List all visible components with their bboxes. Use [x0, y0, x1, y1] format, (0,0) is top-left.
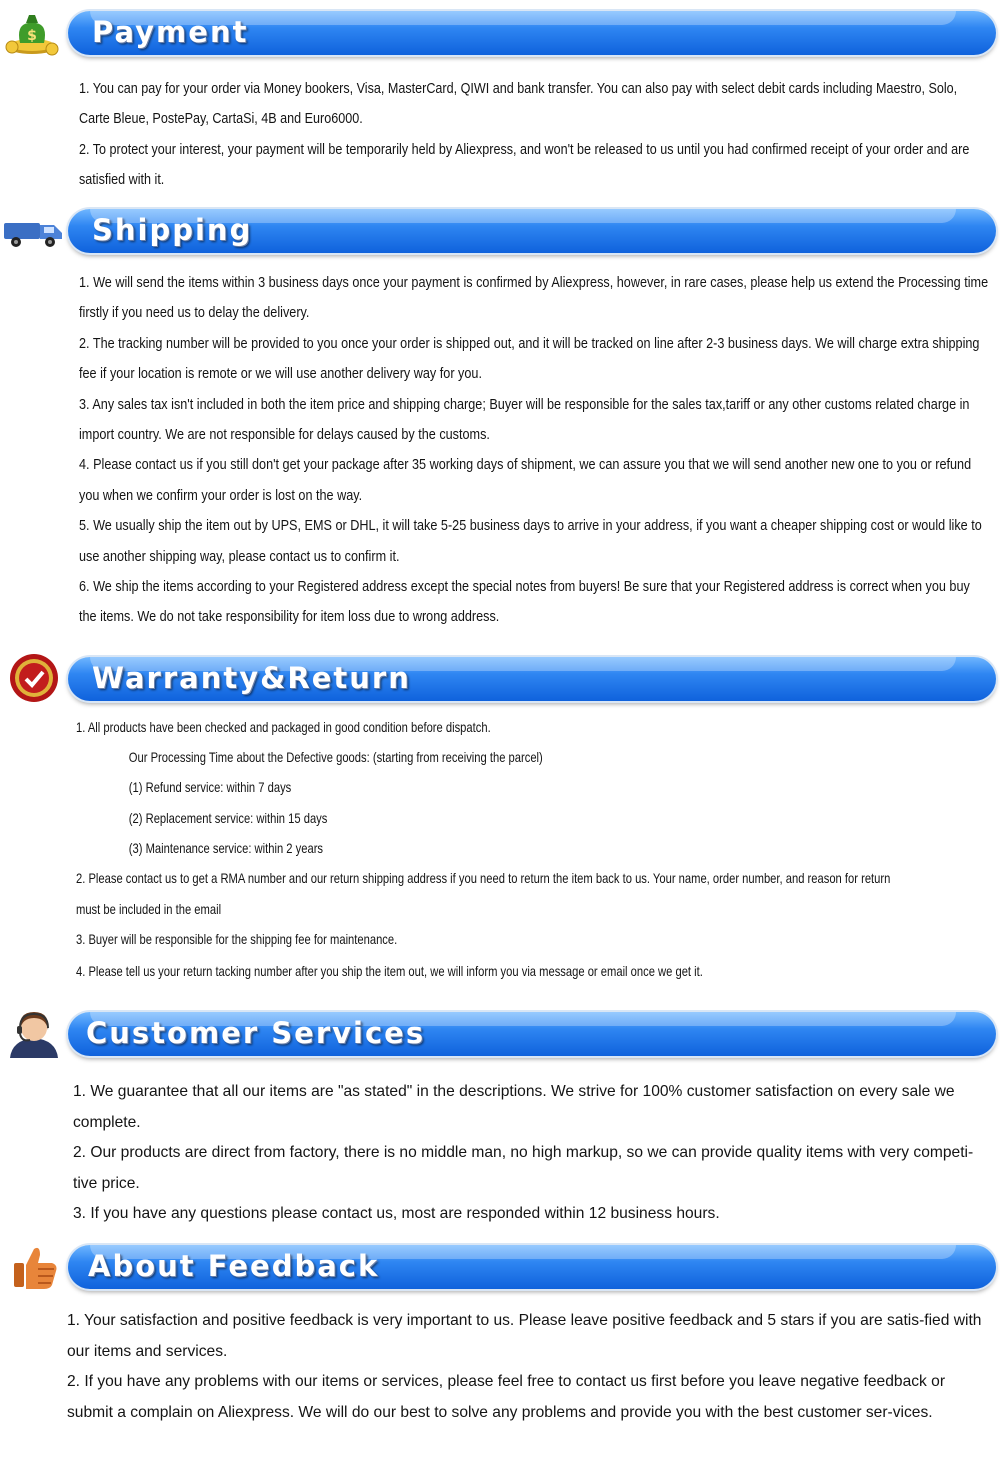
list-item: 2. Please contact us to get a RMA number and our return shipping address if you need to return the item back to us. Your name, order number, and reason for return [76, 870, 891, 886]
warranty-banner [68, 657, 996, 701]
section-title: About Feedback [88, 1249, 380, 1283]
payment-header [0, 7, 1000, 57]
support-agent-icon [2, 1008, 66, 1058]
customer-services-banner [68, 1012, 996, 1056]
customer-services-text: 1. We guarantee that all our items are "as stated" in the descriptions. We strive for 100% customer satisfaction on every sale we complete. 2. Our products are direct from factory, there is no middle man, no high markup, so we can provide quality items with very competi-tive price. 3. If you have any questions please contact us, most are responded within 12 business hours. [73, 1083, 974, 1222]
warranty-text [76, 715, 996, 985]
payment-text: 1. You can pay for your order via Money bookers, Visa, MasterCard, QIWI and bank transfer. You can also pay with select debit cards including Maestro, Solo, Carte Bleue, PostePay, CartaSi, 4B and Euro6000. 2. To protect your interest, your payment will be temporarily held by Aliexpress, and won't be released to us until you had confirmed receipt of your order and are satisfied with it. [79, 81, 970, 189]
feedback-banner [68, 1245, 996, 1289]
section-title: Warranty&Return [92, 661, 411, 695]
truck-icon [2, 205, 66, 255]
list-item: (2) Replacement service: within 15 days [128, 810, 328, 826]
list-item: (3) Maintenance service: within 2 years [128, 840, 324, 856]
section-title: Shipping [92, 213, 253, 247]
list-item: (1) Refund service: within 7 days [128, 779, 292, 795]
shipping-header [0, 205, 1000, 255]
payment-banner [68, 11, 996, 55]
thumbs-up-icon [2, 1241, 66, 1291]
warranty-header [0, 653, 1000, 703]
list-item: 3. Buyer will be responsible for the shipping fee for maintenance. [76, 931, 398, 947]
section-title: Payment [92, 15, 249, 49]
svg-text:$: $ [27, 28, 37, 44]
feedback-text: 1. Your satisfaction and positive feedback is very important to us. Please leave positive feedback and 5 stars if you are satis-fied with our items and services. 2. If you have any problems with our items or services, please feel free to contact us first before you leave negative feedback or submit a complain on Aliexpress. We will do our best to solve any problems and provide you with the best customer ser-vices. [67, 1312, 982, 1421]
list-item: must be included in the email [76, 901, 222, 917]
customer-services-header [0, 1008, 1000, 1058]
shipping-banner [68, 209, 996, 253]
quality-seal-icon [2, 653, 66, 703]
section-title: Customer Services [86, 1016, 426, 1050]
list-item: 1. All products have been checked and packaged in good condition before dispatch. [76, 719, 491, 735]
list-item: 4. Please tell us your return tacking number after you ship the item out, we will inform you via message or email once we get it. [76, 963, 703, 979]
list-item: Our Processing Time about the Defective goods: (starting from receiving the parcel) [128, 749, 543, 765]
feedback-header [0, 1241, 1000, 1291]
money-bag-icon [2, 7, 66, 57]
shipping-text: 1. We will send the items within 3 business days once your payment is confirmed by Aliexpress, however, in rare cases, please help us extend the Processing time firstly if you need us to delay the delivery. 2. The tracking number will be provided to you once your order is shipped out, and it will be tracked on line after 2-3 business days. We will charge extra shipping fee if your location is remote or we will use another delivery way for you. 3. Any sales tax isn't included in both the item price and shipping charge; Buyer will be responsible for the sales tax,tariff or any other customs related charge in import country. We are not responsible for delays caused by the customs. 4. Please contact us if you still don't get your package after 35 working days of shipment, we can assure you that we will send another new one to you or refund you when we confirm your order is lost on the way. 5. We usually ship the item out by UPS, EMS or DHL, it will take 5-25 business days to arrive in your address, if you want a cheaper shipping cost or would like to use another shipping way, please contact us to confirm it. 6. We ship the items according to your Registered address except the special notes from buyers! Be sure that your Registered address is correct when you buy the items. We do not take responsibility for item loss due to wrong address. [79, 275, 989, 626]
